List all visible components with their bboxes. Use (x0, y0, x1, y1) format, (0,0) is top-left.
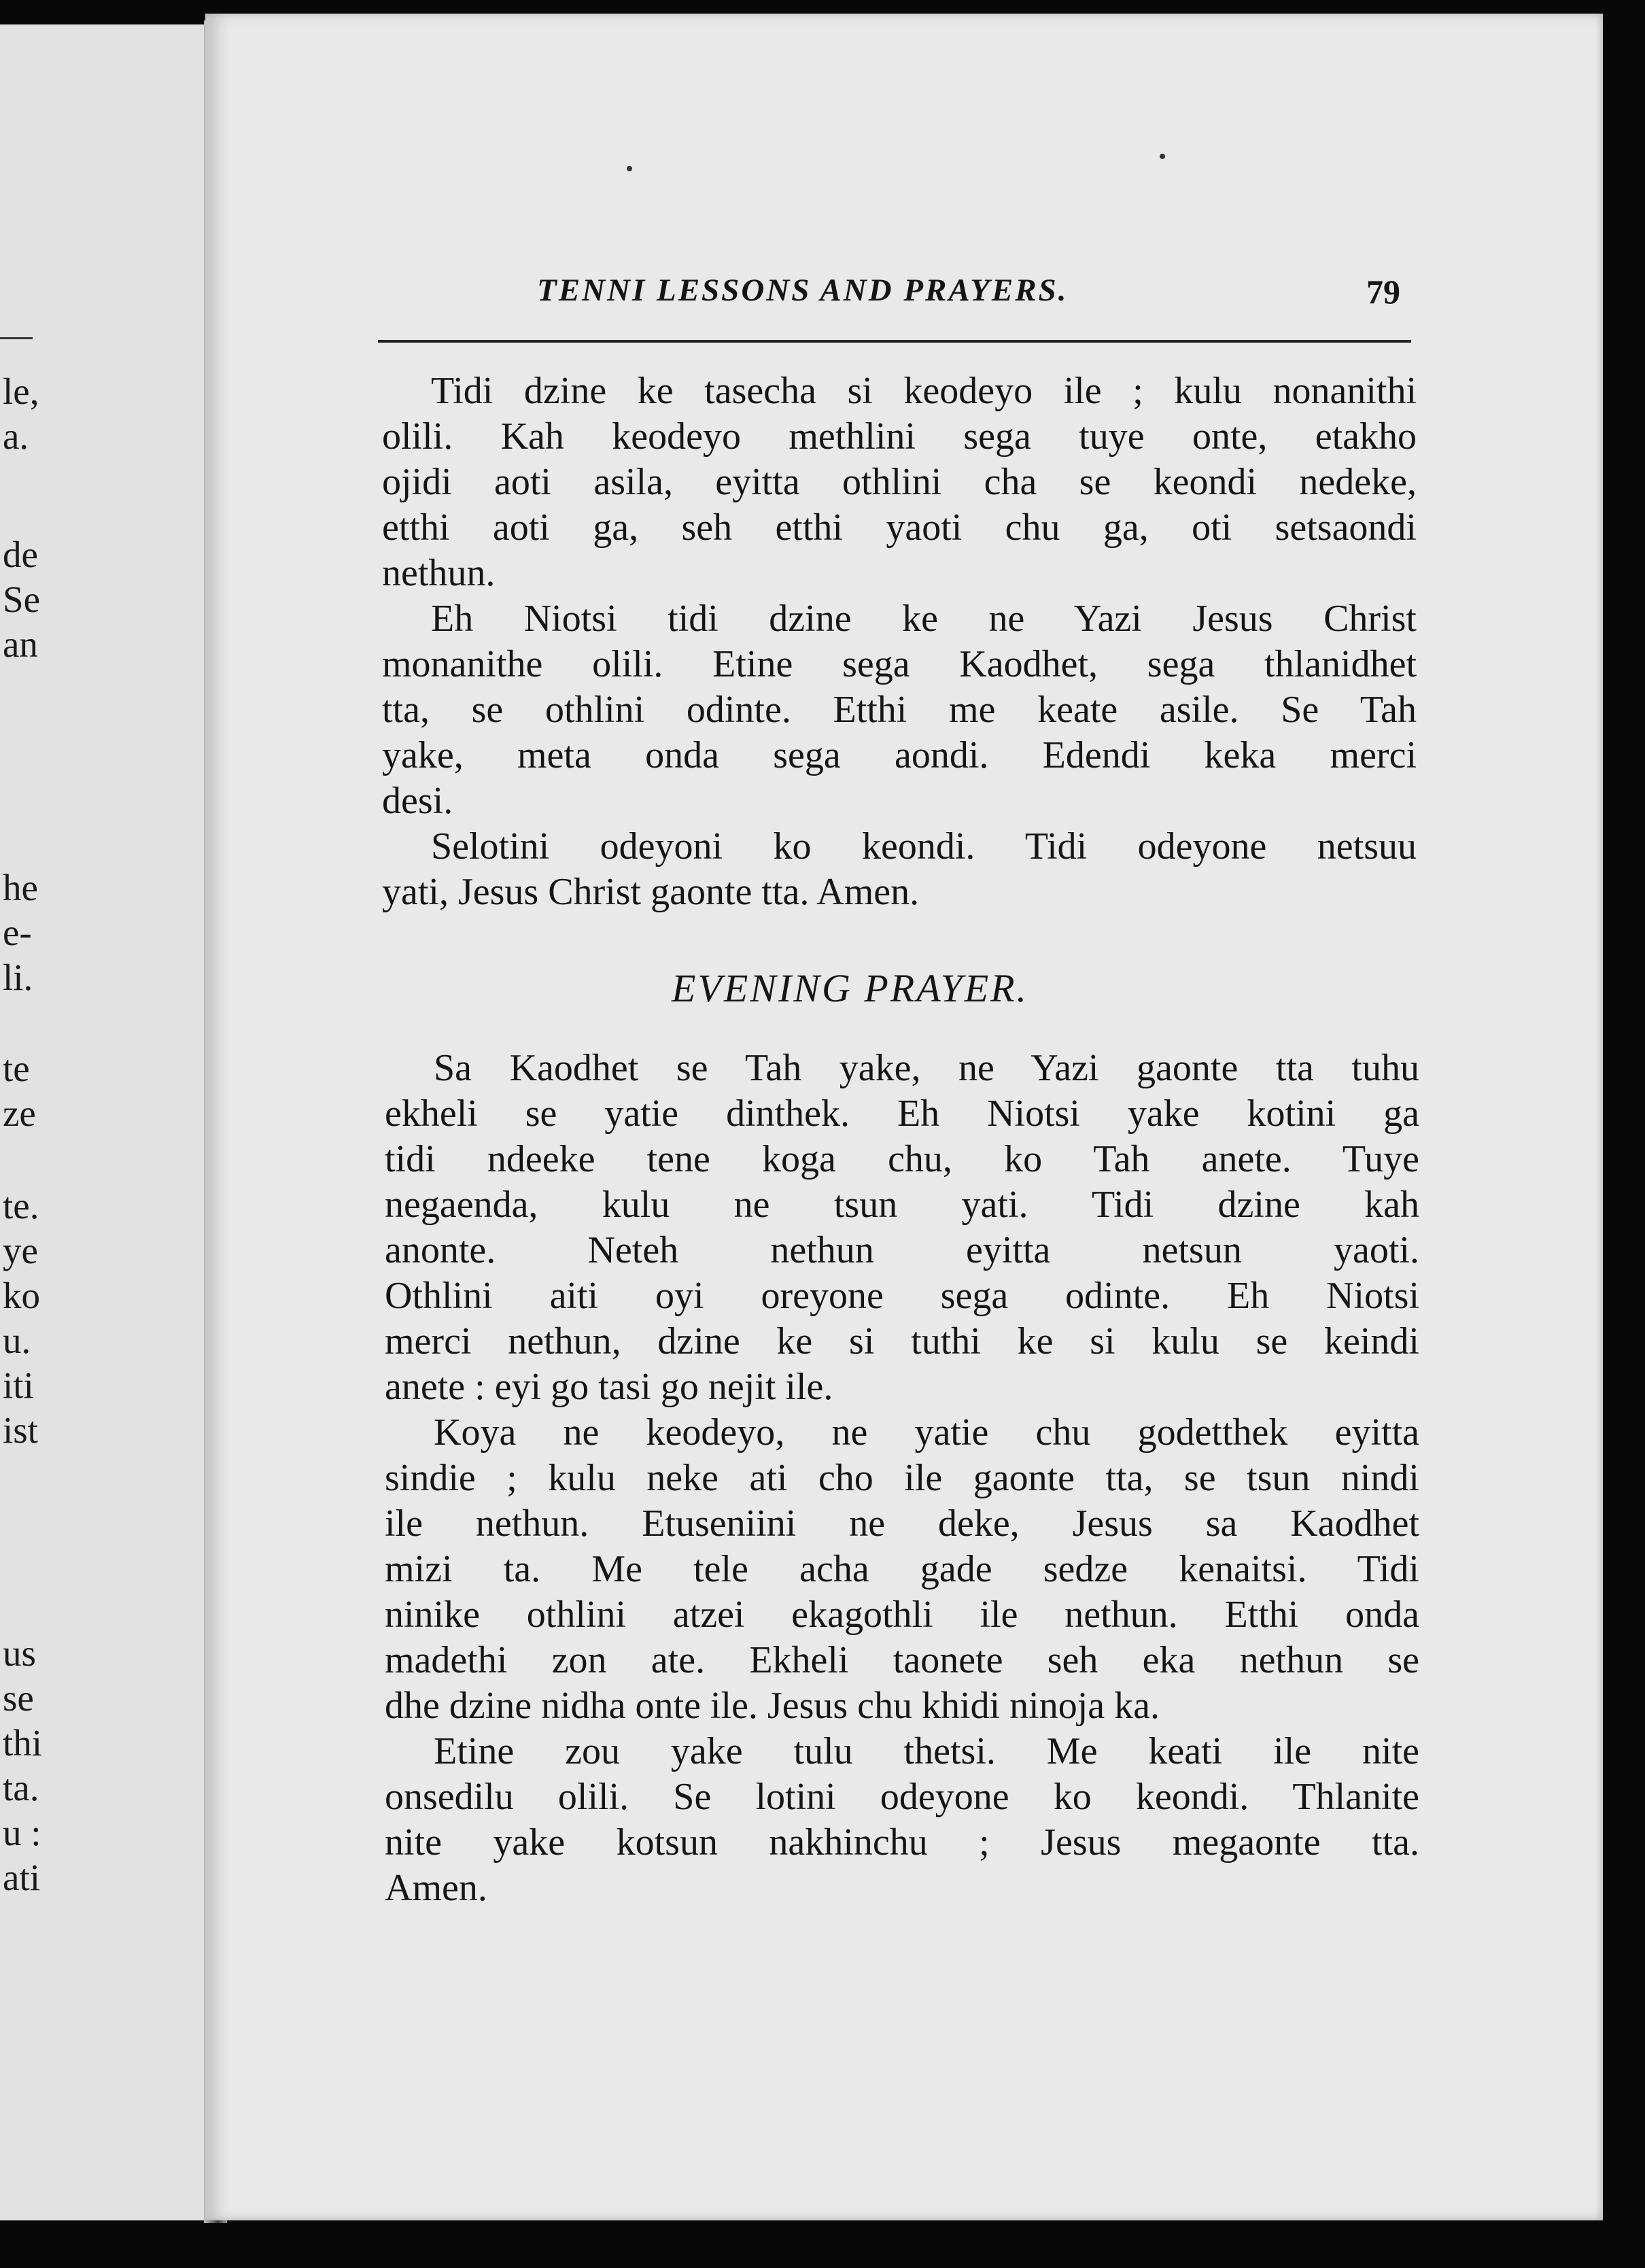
text-line: ninike othlini atzei ekagothli ile nethun. Etthi onda (385, 1594, 1419, 1636)
text-line: mizi ta. Me tele acha gade sedze kenaitsi. Tidi (385, 1548, 1419, 1590)
text-line: monanithe olili. Etine sega Kaodhet, sega thlanidhet (382, 643, 1417, 685)
text-line: Selotini odeyoni ko keondi. Tidi odeyone netsuu (431, 825, 1417, 867)
left-page-fragment: he (3, 867, 38, 908)
text-line: etthi aoti ga, seh etthi yaoti chu ga, oti setsaondi (382, 506, 1417, 549)
left-page-fragment: e- (3, 912, 32, 953)
left-page-fragment: le, (3, 371, 39, 412)
text-line: merci nethun, dzine ke si tuthi ke si kulu se keindi (385, 1320, 1419, 1362)
left-page-fragment: li. (3, 957, 33, 998)
text-line: Tidi dzine ke tasecha si keodeyo ile ; kulu nonanithi (431, 370, 1417, 412)
left-page-rule (0, 337, 33, 339)
speck-mark (627, 166, 632, 171)
text-line: negaenda, kulu ne tsun yati. Tidi dzine kah (385, 1184, 1419, 1226)
left-page-fragment: ati (3, 1857, 40, 1898)
text-line: Sa Kaodhet se Tah yake, ne Yazi gaonte tta tuhu (434, 1047, 1419, 1089)
text-line: Koya ne keodeyo, ne yatie chu godetthek eyitta (434, 1411, 1419, 1454)
left-page-fragment: u : (3, 1812, 41, 1853)
text-line: ile nethun. Etuseniini ne deke, Jesus sa Kaodhet (385, 1502, 1419, 1545)
text-line: onsedilu olili. Se lotini odeyone ko keondi. Thlanite (385, 1776, 1419, 1818)
left-page-fragment: de (3, 534, 38, 575)
text-line: sindie ; kulu neke ati cho ile gaonte tta, se tsun nindi (385, 1457, 1419, 1499)
text-line: Othlini aiti oyi oreyone sega odinte. Eh Niotsi (385, 1275, 1419, 1317)
page-number: 79 (1366, 273, 1400, 311)
text-line: yati, Jesus Christ gaonte tta. Amen. (382, 871, 920, 913)
text-line: olili. Kah keodeyo methlini sega tuye onte, etakho (382, 415, 1417, 458)
morning-prayer-text (382, 368, 1417, 915)
text-line: ojidi aoti asila, eyitta othlini cha se keondi nedeke, (382, 461, 1417, 503)
left-page-fragment: ye (3, 1230, 38, 1271)
left-page-fragment: ist (3, 1409, 38, 1451)
left-page-fragment: Se (3, 579, 40, 620)
left-page-fragment: u. (3, 1320, 31, 1361)
text-line: tidi ndeeke tene koga chu, ko Tah anete. Tuye (385, 1138, 1419, 1180)
text-line: madethi zon ate. Ekheli taonete seh eka nethun se (385, 1639, 1419, 1681)
text-line: nethun. (382, 552, 496, 594)
text-line: Etine zou yake tulu thetsi. Me keati ile nite (434, 1730, 1419, 1772)
text-line: anete : eyi go tasi go nejit ile. (385, 1366, 833, 1408)
left-page-fragment: thi (3, 1722, 43, 1764)
text-line: Eh Niotsi tidi dzine ke ne Yazi Jesus Christ (431, 598, 1417, 640)
left-page (0, 24, 220, 2220)
text-line: desi. (382, 780, 453, 822)
left-page-fragment: ko (3, 1275, 40, 1316)
text-line: ekheli se yatie dinthek. Eh Niotsi yake kotini ga (385, 1093, 1419, 1135)
left-page-fragment: ta. (3, 1767, 39, 1808)
left-page-fragment: ze (3, 1093, 36, 1134)
speck-mark (1160, 154, 1165, 159)
text-line: yake, meta onda sega aondi. Edendi keka merci (382, 734, 1417, 776)
left-page-fragment: te (3, 1048, 30, 1089)
text-line: anonte. Neteh nethun eyitta netsun yaoti. (385, 1229, 1419, 1271)
text-line: tta, se othlini odinte. Etthi me keate asile. Se Tah (382, 689, 1417, 731)
section-heading: EVENING PRAYER. (672, 966, 1029, 1010)
left-page-fragment: se (3, 1677, 34, 1719)
running-head: TENNI LESSONS AND PRAYERS. (537, 273, 1069, 308)
left-page-fragment: us (3, 1632, 36, 1674)
text-line: nite yake kotsun nakhinchu ; Jesus megaonte tta. (385, 1821, 1419, 1863)
evening-prayer-text (385, 1046, 1419, 1911)
header-rule (378, 340, 1411, 343)
left-page-fragment: a. (3, 415, 29, 457)
left-page-fragment: iti (3, 1364, 34, 1406)
left-page-fragment: te. (3, 1185, 39, 1226)
text-line: Amen. (385, 1867, 487, 1909)
text-line: dhe dzine nidha onte ile. Jesus chu khidi ninoja ka. (385, 1685, 1160, 1727)
left-page-fragment: an (3, 623, 38, 665)
